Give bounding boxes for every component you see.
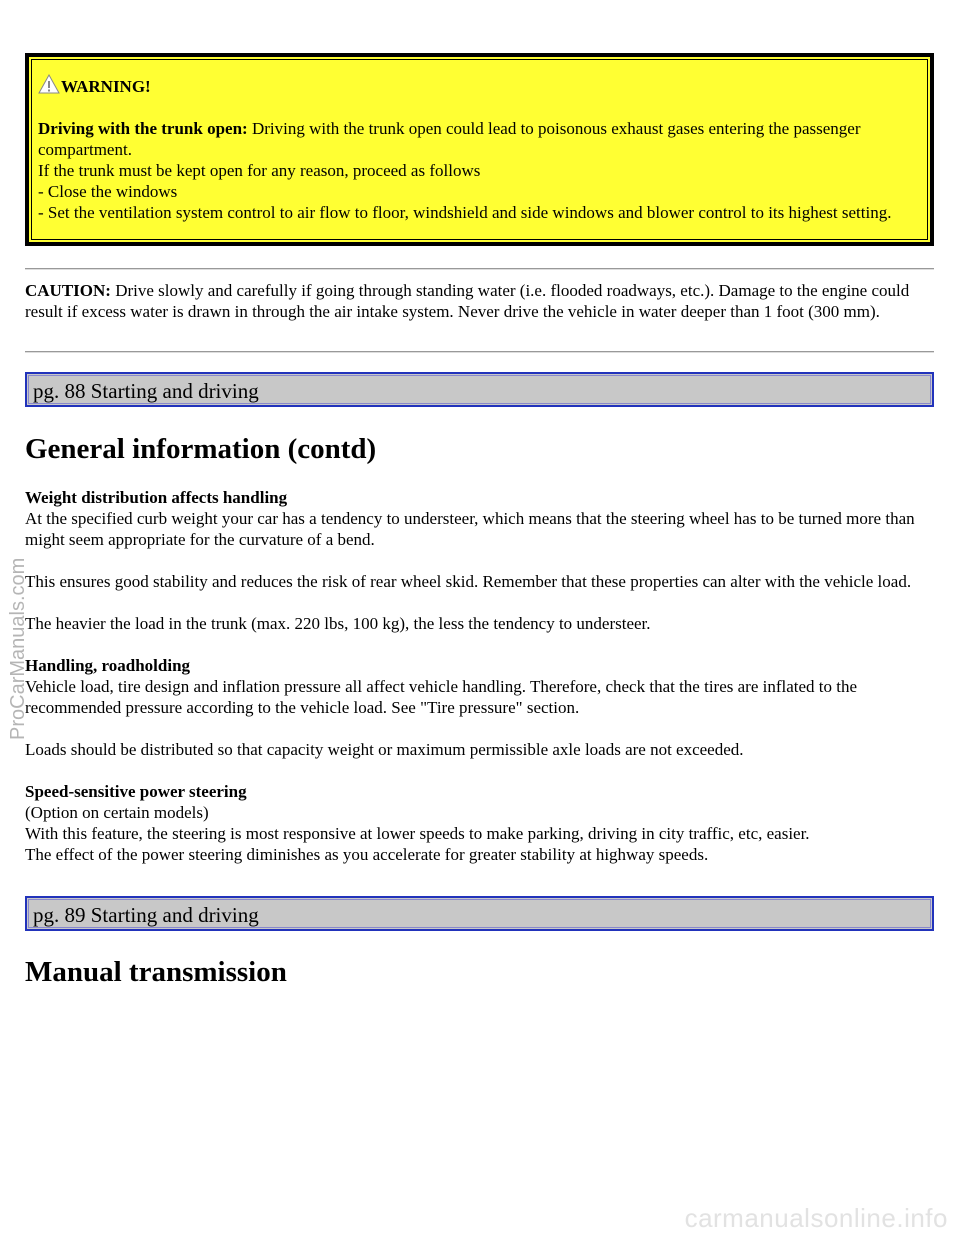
- paragraph-text: Vehicle load, tire design and inflation pressure all affect vehicle handling. Therefore, check that the tires are inflated to the recommended pressure according to the vehicle load. See "Tire pressure" section.: [25, 677, 858, 717]
- bottom-watermark: carmanualsonline.info: [684, 1203, 948, 1233]
- warning-lead-bold: Driving with the trunk open:: [38, 119, 248, 138]
- paragraph: This ensures good stability and reduces the risk of rear wheel skid. Remember that these properties can alter with the vehicle load.: [25, 572, 912, 591]
- section-heading: General information (contd): [25, 433, 377, 465]
- caution-text: Drive slowly and carefully if going through standing water (i.e. flooded roadways, etc.). Damage to the engine could result if excess water is drawn in through the air intake system. Never drive the vehicle in water deeper than 1 foot (300 mm).: [25, 281, 910, 321]
- warning-title-row: [38, 74, 921, 97]
- warning-line: If the trunk must be kept open for any reason, proceed as follows: [38, 161, 481, 180]
- subheading: Handling, roadholding: [25, 656, 191, 675]
- warning-line: - Set the ventilation system control to air flow to floor, windshield and side windows and blower control to its highest setting.: [38, 203, 892, 222]
- paragraph: [25, 487, 935, 550]
- paragraph-text: At the specified curb weight your car has a tendency to understeer, which means that the steering wheel has to be turned more than might seem appropriate for the curvature of a bend.: [25, 509, 915, 549]
- warning-triangle-icon: [38, 74, 60, 94]
- paragraph-text: (Option on certain models): [25, 803, 209, 822]
- page-bar-89: [25, 896, 934, 931]
- page-bar-88: [25, 372, 934, 407]
- paragraph: The heavier the load in the trunk (max. 220 lbs, 100 kg), the less the tendency to understeer.: [25, 614, 651, 633]
- page-label: pg. 88 Starting and driving: [28, 375, 931, 404]
- paragraph: [25, 781, 935, 865]
- subheading: Weight distribution affects handling: [25, 488, 288, 507]
- section-heading: Manual transmission: [25, 956, 287, 988]
- caution-label: CAUTION:: [25, 281, 111, 300]
- warning-lead-text: Driving with the trunk open could lead to poisonous exhaust gases entering the passenger compartment.: [38, 119, 861, 159]
- warning-line: - Close the windows: [38, 182, 178, 201]
- warning-box: [25, 53, 934, 246]
- divider: [25, 268, 934, 270]
- subheading: Speed-sensitive power steering: [25, 782, 247, 801]
- warning-title: WARNING!: [61, 77, 151, 96]
- paragraph: [25, 655, 935, 718]
- section-content: [25, 487, 935, 886]
- paragraph-text: The effect of the power steering diminishes as you accelerate for greater stability at highway speeds.: [25, 845, 709, 864]
- caution-paragraph: [25, 280, 930, 322]
- warning-body: [38, 118, 921, 223]
- paragraph-text: With this feature, the steering is most responsive at lower speeds to make parking, driving in city traffic, etc, easier.: [25, 824, 810, 843]
- divider: [25, 351, 934, 353]
- paragraph: Loads should be distributed so that capacity weight or maximum permissible axle loads are not exceeded.: [25, 740, 744, 759]
- page-label: pg. 89 Starting and driving: [28, 899, 931, 928]
- side-watermark: ProCarManuals.com: [7, 557, 29, 740]
